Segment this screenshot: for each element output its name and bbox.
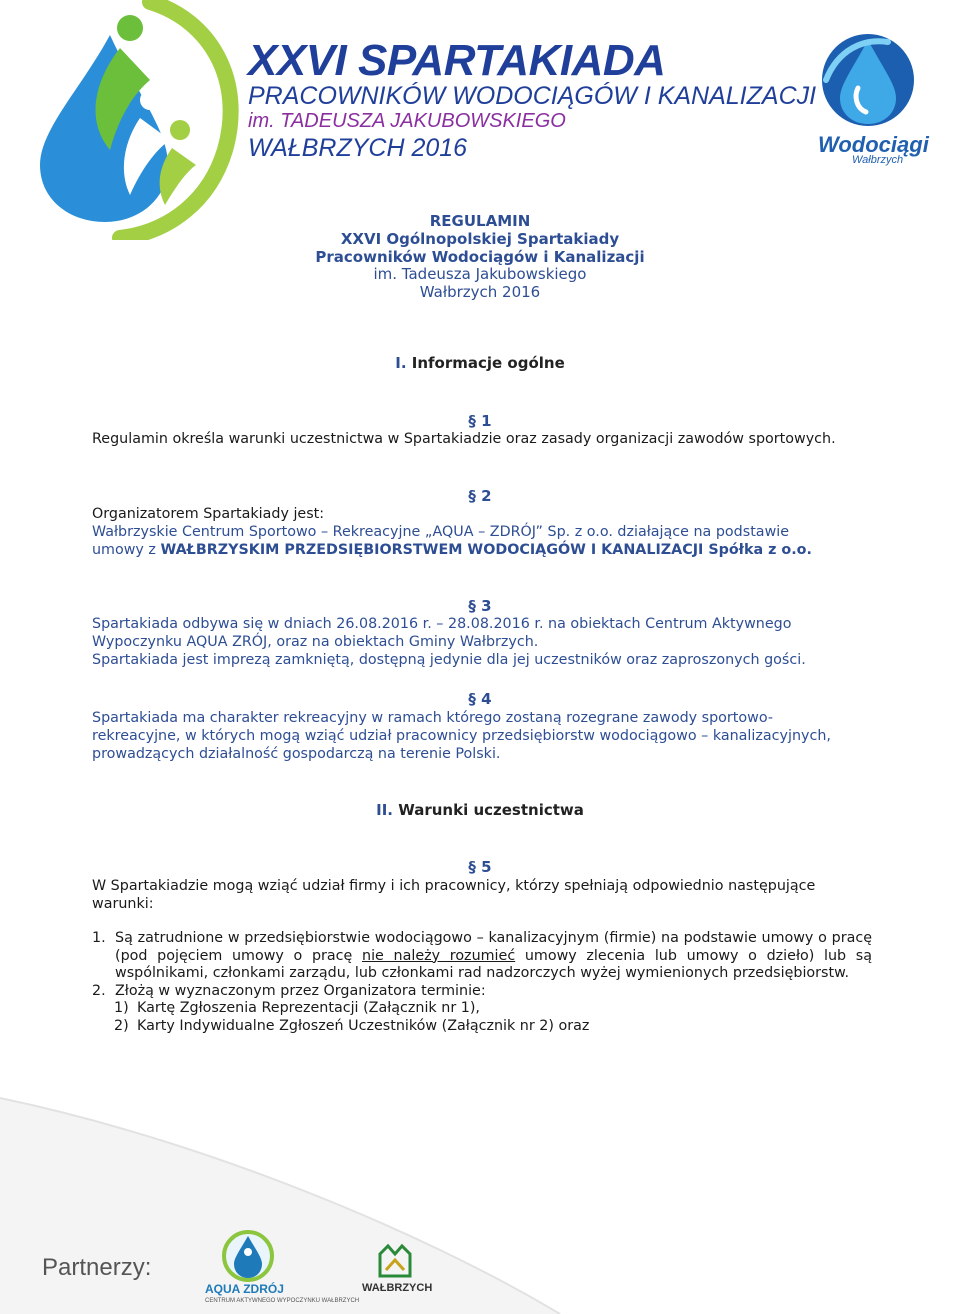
sub-list-item-number: 1) [114,1000,129,1016]
sub-list-item-number: 2) [114,1017,129,1034]
doc-title-line-3: Pracowników Wodociągów i Kanalizacji [315,248,645,266]
doc-title-line-2: XXVI Ogólnopolskiej Spartakiady [340,230,620,248]
section-heading-1 [0,354,960,372]
doc-title: REGULAMIN [429,212,531,230]
list-item-text-a: Są zatrudnione w przedsiębiorstwie wodociągowo – kanalizacyjnym (firmie) na podstawie umowy o pracę (pod pojęciem umowy o pracę [115,930,872,964]
wodociagi-logo-icon [818,30,918,130]
paragraph-2-line-2: Wałbrzyskie Centrum Sportowo – Rekreacyjne „AQUA – ZDRÓJ” Sp. z o.o. działające na podstawie [92,524,790,540]
paragraph-5-line-1: W Spartakiadzie mogą wziąć udział firmy i ich pracownicy, którzy spełniają odpowiednio następujące [92,878,816,894]
header-line-1: XXVI SPARTAKIADA [248,36,666,85]
doc-title-line-4: im. Tadeusza Jakubowskiego [373,265,587,283]
spartakiada-logo [0,0,250,240]
paragraph-4-line-1: Spartakiada ma charakter rekreacyjny w ramach którego zostaną rozegrane zawody sportowo- [92,710,774,726]
header-line-3: im. TADEUSZA JAKUBOWSKIEGO [248,110,566,132]
list-item-text-b: umowy zlecenia lub umowy o dzieło) lub są wspólnikami, członkami zarządu, lub członkami rad nadzorczych wyżej wymienionych przedsiębiorstw. [115,947,872,981]
list-item [92,930,872,983]
aqua-zdroj-logo-sub: CENTRUM AKTYWNEGO WYPOCZYNKU WAŁBRZYCH [205,1298,360,1304]
sub-list-item-text: Karty Indywidualne Zgłoszeń Uczestników (Załącznik nr 2) oraz [137,1017,590,1034]
list-item-underlined: nie należy rozumieć [362,947,516,964]
section-2-roman: II. [376,801,393,819]
wodociagi-logo-name: Wodociągi [818,132,929,157]
paragraph-3-line-3: Spartakiada jest imprezą zamkniętą, dostępną jedynie dla jej uczestników oraz zaproszonych gości. [92,652,806,668]
section-1-roman: I. [395,354,407,372]
list-item-number: 1. [92,930,106,946]
section-1-title: Informacje ogólne [411,354,565,372]
partners-label: Partnerzy: [42,1254,152,1281]
doc-title-line-5: Wałbrzych 2016 [419,283,541,301]
paragraph-2-line-3 [92,541,872,559]
paragraph-3-line-2: Wypoczynku AQUA ZRÓJ, oraz na obiektach Gminy Wałbrzych. [92,634,539,650]
header-line-2: PRACOWNIKÓW WODOCIĄGÓW I KANALIZACJI [248,82,817,110]
paragraph-1-sign: § 1 [468,412,492,430]
paragraph-5-line-2: warunki: [92,896,154,912]
paragraph-2-line-1: Organizatorem Spartakiady jest: [92,506,325,522]
sub-list-item [92,1000,872,1018]
paragraph-4-line-3: prowadzących działalność gospodarczą na terenie Polski. [92,746,501,762]
header-line-4: WAŁBRZYCH 2016 [248,134,468,162]
paragraph-3-sign: § 3 [468,597,492,615]
logo-figure-head-green-2 [170,120,190,140]
paragraph-2-company-name: WAŁBRZYSKIM PRZEDSIĘBIORSTWEM WODOCIĄGÓW I KANALIZACJI Spółka z o.o. [160,542,812,558]
paragraph-3-line-1: Spartakiada odbywa się w dniach 26.08.2016 r. – 28.08.2016 r. na obiektach Centrum Aktywnego [92,616,792,632]
sub-list-item [92,1018,872,1036]
list-item-number: 2. [92,982,106,999]
logo-figure-head-white [140,90,160,110]
paragraph-2-line-3-prefix: umowy z [92,542,161,558]
list-item-text-a: Złożą w wyznaczonym przez Organizatora terminie: [115,982,486,999]
paragraph-5-sign: § 5 [468,858,492,876]
section-2-title: Warunki uczestnictwa [398,801,584,819]
list-item [92,983,872,1001]
walbrzych-crest-icon [370,1240,420,1280]
paragraph-4-line-2: rekreacyjne, w których mogą wziąć udział pracownicy przedsiębiorstw wodociągowo – kanalizacyjnych, [92,728,831,744]
walbrzych-logo-name: WAŁBRZYCH [362,1282,433,1294]
wodociagi-logo-sub: Wałbrzych [852,154,904,166]
paragraph-1-text: Regulamin określa warunki uczestnictwa w Spartakiadzie oraz zasady organizacji zawodów sportowych. [92,431,836,447]
logo-figure-head-green [117,15,143,41]
sub-list-item-text: Kartę Zgłoszenia Reprezentacji (Załącznik nr 1), [137,1000,480,1016]
conditions-list [92,930,872,1035]
aqua-zdroj-logo-name: AQUA ZDRÓJ [205,1282,284,1296]
aqua-zdroj-logo-icon [222,1228,274,1282]
paragraph-2-sign: § 2 [468,487,492,505]
paragraph-4-sign: § 4 [468,690,492,708]
section-heading-2 [0,801,960,819]
